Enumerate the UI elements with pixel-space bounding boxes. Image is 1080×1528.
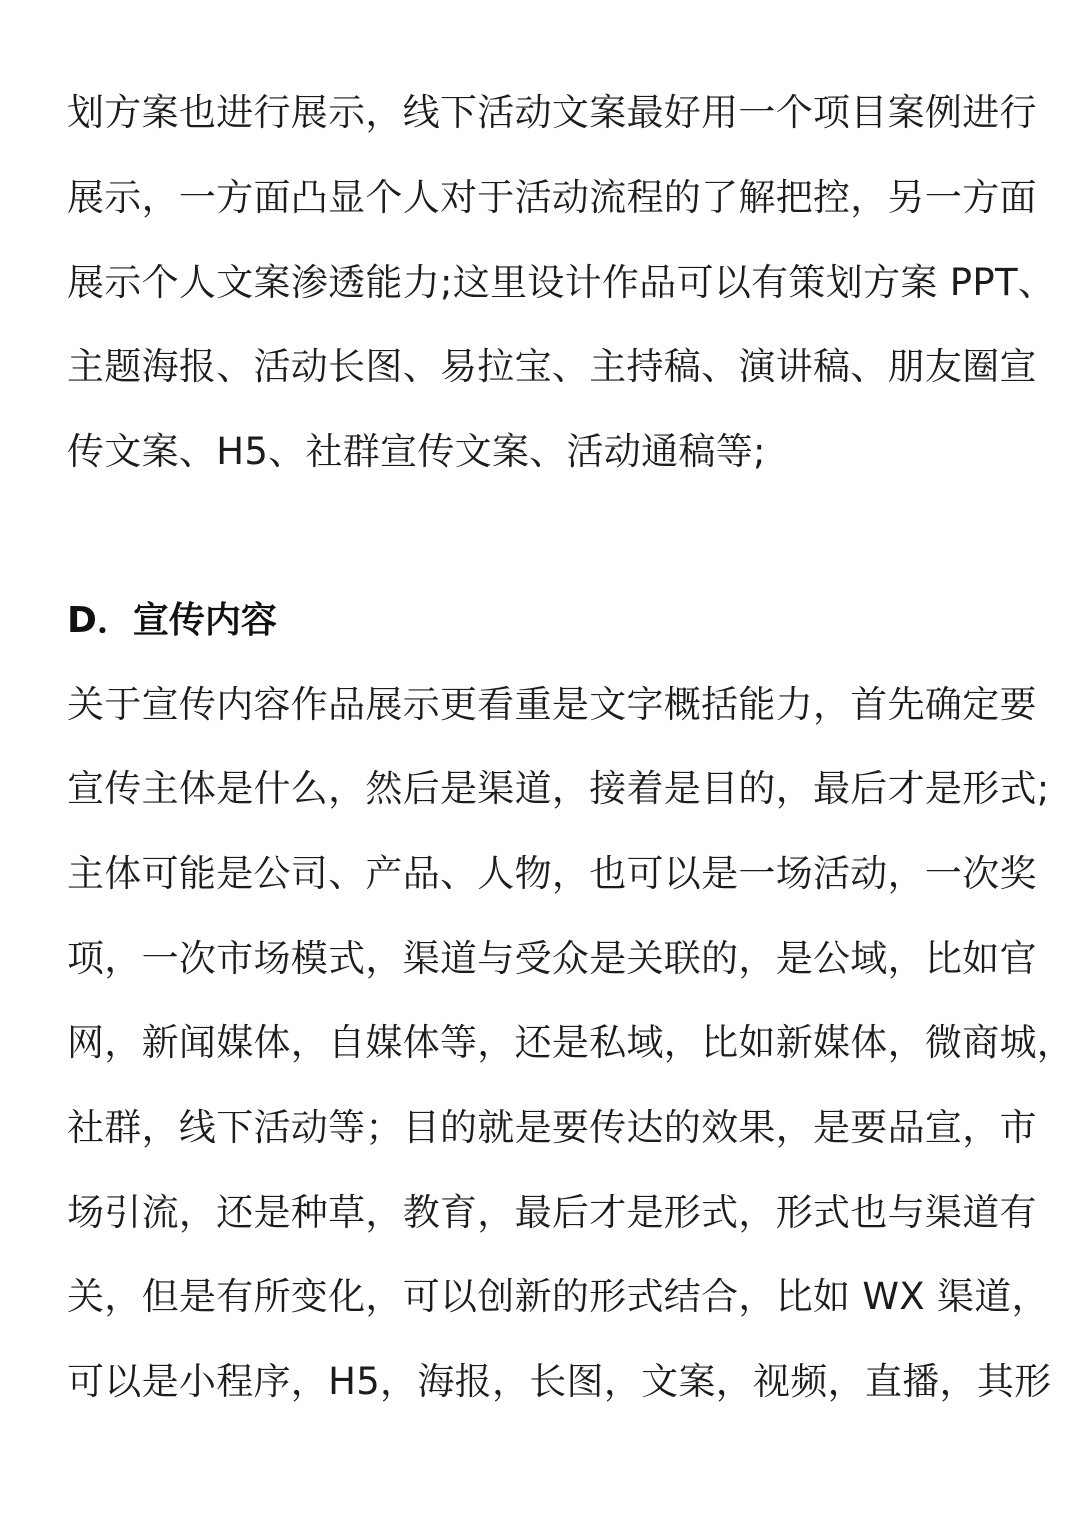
paragraph-line: 主体可能是公司、产品、人物，也可以是一场活动，一次奖 (67, 852, 1037, 895)
paragraph-line: 展示，一方面凸显个人对于活动流程的了解把控，另一方面 (67, 176, 1037, 219)
paragraph-line: 可以是小程序，H5，海报，长图，文案，视频，直播，其形 (67, 1360, 1052, 1403)
paragraph-line: 场引流，还是种草，教育，最后才是形式，形式也与渠道有 (67, 1191, 1037, 1234)
paragraph-line: 关，但是有所变化，可以创新的形式结合，比如 WX 渠道， (67, 1275, 1049, 1318)
paragraph-line: 主题海报、活动长图、易拉宝、主持稿、演讲稿、朋友圈宣 (67, 345, 1037, 388)
paragraph-line: 社群，线下活动等；目的就是要传达的效果，是要品宣，市 (67, 1106, 1037, 1149)
paragraph-line: 传文案、H5、社群宣传文案、活动通稿等; (67, 430, 766, 473)
paragraph-line: 项，一次市场模式，渠道与受众是关联的，是公域，比如官 (67, 937, 1037, 980)
paragraph-line: 宣传主体是什么，然后是渠道，接着是目的，最后才是形式; (67, 767, 1050, 810)
paragraph-line: 展示个人文案渗透能力;这里设计作品可以有策划方案 PPT、 (67, 261, 1056, 304)
section-heading: D．宣传内容 (67, 600, 277, 641)
paragraph-line: 关于宣传内容作品展示更看重是文字概括能力，首先确定要 (67, 683, 1037, 726)
paragraph-line: 划方案也进行展示，线下活动文案最好用一个项目案例进行 (67, 91, 1037, 134)
paragraph-line: 网，新闻媒体，自媒体等，还是私域，比如新媒体，微商城， (67, 1021, 1075, 1064)
